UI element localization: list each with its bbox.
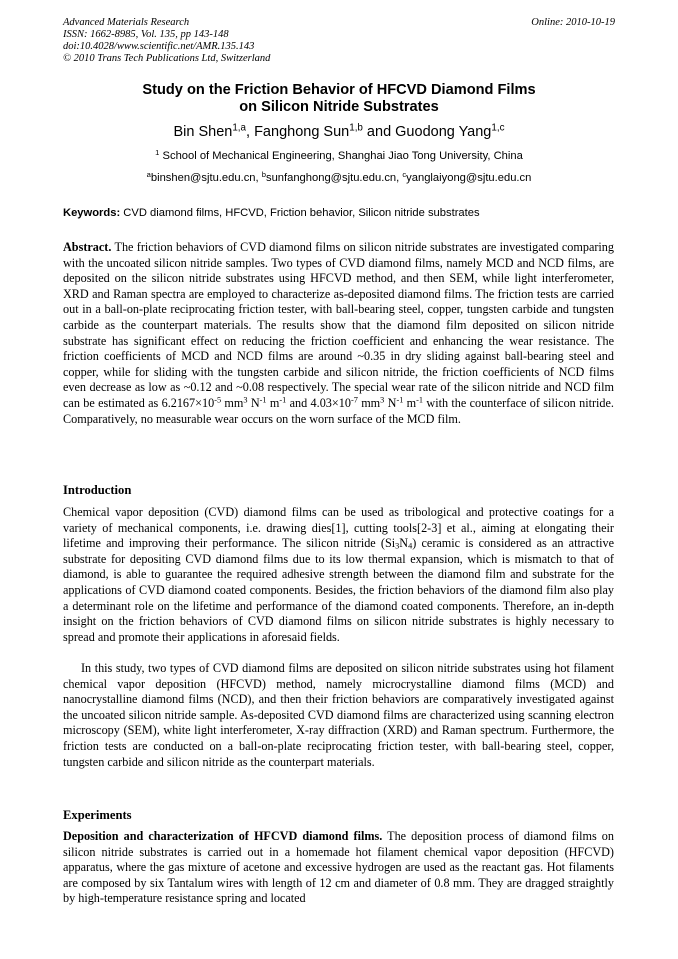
email-mark: a	[146, 169, 151, 179]
section-heading-introduction: Introduction	[63, 483, 132, 497]
exponent: -1	[416, 395, 424, 405]
experiments-paragraph	[63, 829, 614, 907]
email-link[interactable]: binshen@sjtu.edu.cn	[150, 172, 256, 184]
email-mark: b	[261, 169, 266, 179]
journal-copyright: © 2010 Trans Tech Publications Ltd, Switzerland	[63, 53, 271, 64]
author-affil-mark: 1,c	[491, 122, 505, 134]
email-list	[63, 171, 615, 185]
email-link[interactable]: yanglaiyong@sjtu.edu.cn	[406, 172, 532, 184]
journal-doi: doi:10.4028/www.scientific.net/AMR.135.143	[63, 41, 255, 52]
email-link[interactable]: sunfanghong@sjtu.edu.cn	[265, 172, 397, 184]
author-separator: and	[362, 124, 396, 140]
unit-text: N	[384, 395, 397, 410]
paragraph-text: N	[399, 536, 409, 551]
affiliation	[63, 149, 615, 163]
unit-text: N	[247, 395, 260, 410]
exponent: -1	[279, 395, 287, 405]
paper-title-line-1: Study on the Friction Behavior of HFCVD Diamond Films	[142, 82, 536, 98]
author-separator: ,	[246, 124, 255, 140]
paper-title	[63, 82, 615, 116]
author-affil-mark: 1,a	[232, 122, 247, 134]
subsection-heading: Deposition and characterization of HFCVD diamond films.	[63, 829, 383, 843]
journal-header	[63, 17, 393, 65]
subscript: 4	[408, 541, 413, 551]
keywords-text: CVD diamond films, HFCVD, Friction behavior, Silicon nitride substrates	[120, 207, 480, 219]
author-name: Fanghong Sun	[254, 124, 350, 140]
email-mark: c	[402, 169, 407, 179]
paragraph-text: ) ceramic is considered as an attractive substrate for depositing CVD diamond films due to its low thermal expansion, which is mismatch to that of diamond, is able to guarantee the required adhesive strength between the diamond film and substrate for the applications of CVD diamond coated components. Besides, the friction behaviors of the diamond film also play a determinant role on the lifetime and performance of the diamond coated components. Therefore, an in-depth insight on the friction behaviors of CVD diamond films on silicon nitride substrates is highly necessary to spread and promote their applications in aforesaid fields.	[63, 536, 614, 644]
exponent: 3	[243, 395, 248, 405]
paragraph-text: The deposition process of diamond films on silicon nitride substrates is carried out in a homemade hot filament chemical vapor deposition (HFCVD) apparatus, where the gas mixture of acetone and excessive hydrogen are used as the reactant gas. Hot filaments are composed by six Tantalum wires with length of 12 cm and diameter of 0.8 mm. They are dragged straightly by high-temperature resistance spring and located	[63, 829, 614, 906]
author-name: Bin Shen	[173, 124, 233, 140]
introduction-paragraph-2: In this study, two types of CVD diamond films are deposited on silicon nitride substrates using hot filament chemical vapor deposition (HFCVD) method, namely microcrystalline diamond films (MCD) and nanocrystalline diamond films (NCD), and then their friction behaviors are comparatively investigated against the uncoated silicon nitride sample. As-deposited CVD diamond films are characterized using scanning electron microscopy (SEM), white light interferometer, X-ray diffraction (XRD) and Raman spectrum. Furthermore, the friction tests are conducted on a ball-on-plate reciprocating friction tester, with ball-bearing steel, copper, tungsten carbide and silicon nitride as the counterpart materials.	[63, 661, 614, 769]
section-heading-experiments: Experiments	[63, 808, 132, 822]
online-date: Online: 2010-10-19	[531, 17, 615, 28]
exponent: -5	[214, 395, 222, 405]
author-list	[63, 123, 615, 141]
affiliation-text: School of Mechanical Engineering, Shanghai Jiao Tong University, China	[159, 150, 523, 162]
abstract-text: with the counterface of silicon nitride. Comparatively, no measurable wear occurs on the worn surface of the MCD film.	[63, 395, 614, 426]
abstract	[63, 240, 614, 427]
unit-text: m	[266, 395, 280, 410]
exponent: 3	[380, 395, 385, 405]
email-separator: ,	[255, 172, 262, 184]
exponent: -7	[350, 395, 358, 405]
abstract-text: The friction behaviors of CVD diamond films on silicon nitride substrates are investigated comparing with the uncoated silicon nitride samples. Two types of CVD diamond films, namely MCD and NCD films, are deposited on the silicon nitride substrates using HFCVD method, and then SEM, while light interferometer, XRD and Raman spectra are employed to characterize as-deposited diamond films. The friction tests are carried out in a ball-on-plate reciprocating friction tester, with ball-bearing steel, copper, tungsten carbide and tungsten carbide as the counterpart materials. The results show that the diamond film deposited on silicon nitride substrate has significant effect on reducing the friction coefficient and enhancing the wear resistance. The friction coefficients of MCD and NCD films are around ~0.35 in dry sliding against ball-bearing steel and copper, while for sliding with the tungsten carbide and silicon nitride, the friction coefficients of NCD films even decrease as low as ~0.12 and ~0.08 respectively. The special wear rate of the silicon nitride and NCD film can be estimated as 6.2167×10	[63, 240, 614, 410]
exponent: -1	[259, 395, 267, 405]
author-affil-mark: 1,b	[349, 122, 363, 134]
affiliation-mark: 1	[155, 147, 160, 157]
introduction-paragraph-1	[63, 505, 614, 645]
author-name: Guodong Yang	[395, 124, 492, 140]
unit-text: m	[403, 395, 417, 410]
abstract-label: Abstract.	[63, 240, 112, 254]
keywords-label: Keywords:	[63, 207, 121, 219]
paragraph-text: Chemical vapor deposition (CVD) diamond films can be used as tribological and protective coatings for a variety of mechanical components, i.e. drawing dies[1], cutting tools[2-3] et al., aiming at elongating their lifetime and improving their performance. The silicon nitride (Si	[63, 505, 614, 551]
exponent: -1	[396, 395, 404, 405]
paper-title-line-2: on Silicon Nitride Substrates	[239, 99, 439, 115]
unit-text: mm	[221, 395, 244, 410]
abstract-text: and 4.03×10	[286, 395, 351, 410]
journal-name: Advanced Materials Research	[63, 17, 190, 28]
email-separator: ,	[396, 172, 403, 184]
keywords	[63, 206, 615, 220]
journal-issn: ISSN: 1662-8985, Vol. 135, pp 143-148	[63, 29, 229, 40]
subscript: 3	[395, 541, 400, 551]
unit-text: mm	[357, 395, 381, 410]
